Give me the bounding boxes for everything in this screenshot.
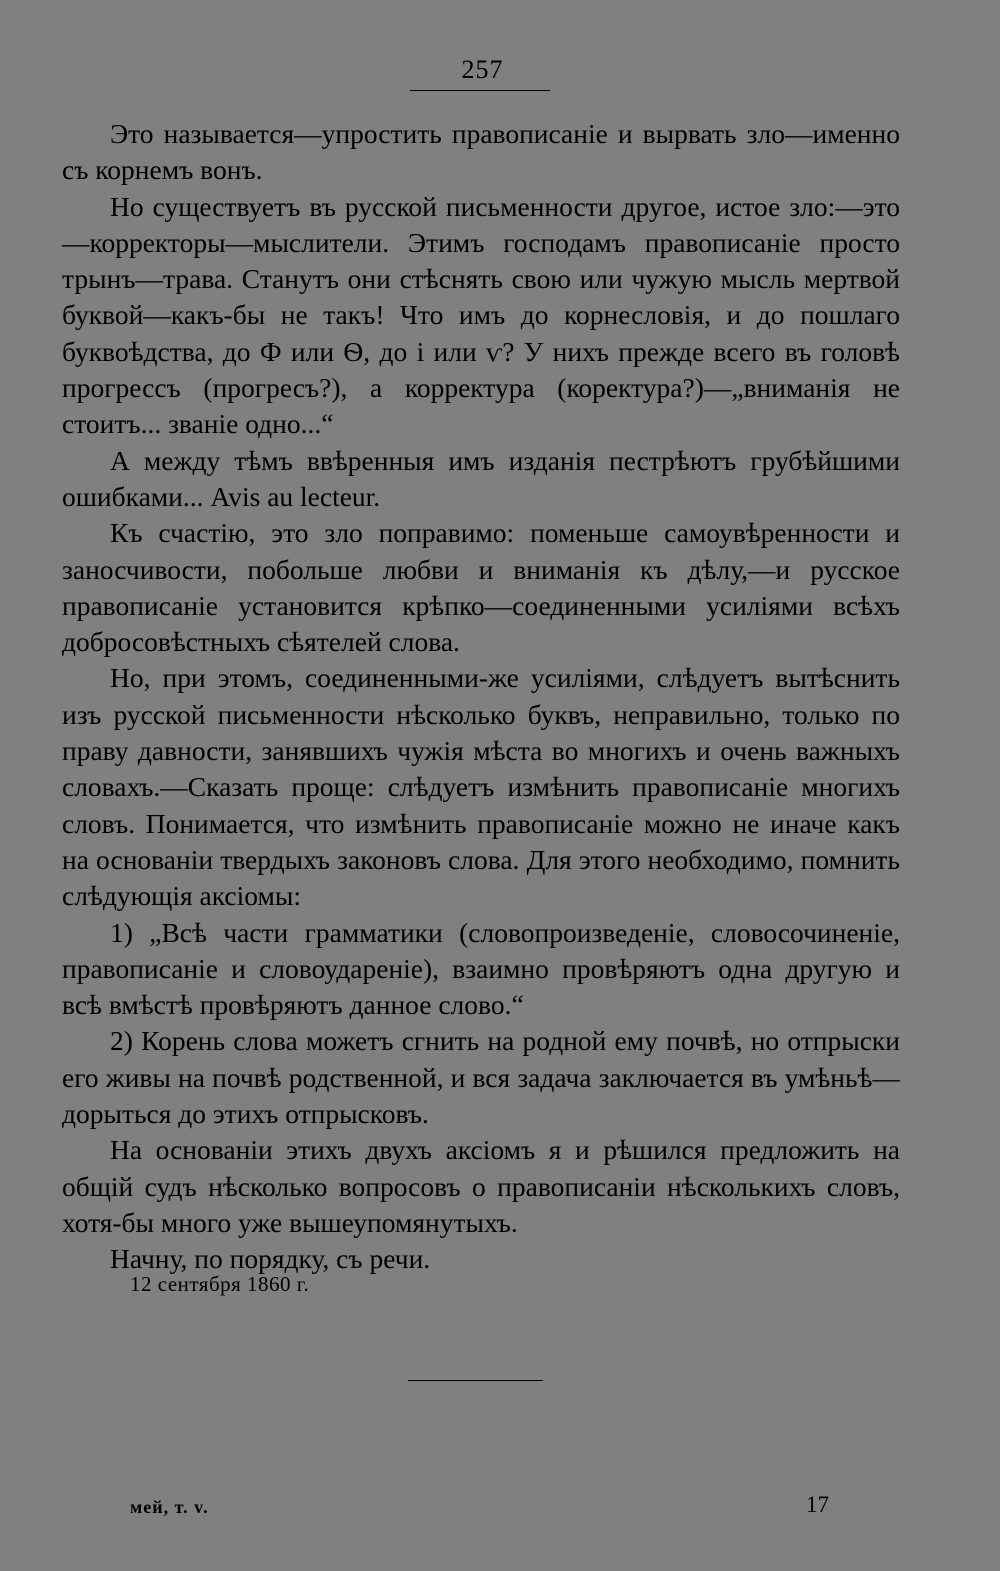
footer-signature-mark: мей, т. v. (130, 1497, 209, 1517)
date-signature: 12 сентября 1860 г. (130, 1272, 310, 1296)
paragraph: Это называется—упростить правописаніе и вырвать зло—именно съ корнемъ вонъ. (62, 118, 900, 186)
body-text (62, 116, 900, 1278)
paragraph: А между тѣмъ ввѣренныя имъ изданія пестрѣютъ грубѣйшими ошибками... Avis au lecteur. (62, 444, 900, 512)
paragraph: Начну, по порядку, съ речи. (110, 1243, 431, 1275)
end-rule (408, 1380, 543, 1381)
paragraph: Но, при этомъ, соединенными-же усиліями, слѣдуетъ вытѣснить изъ русской письменности нѣсколько буквъ, неправильно, только по праву давности, занявшихъ чужія мѣста во многихъ и очень важныхъ словахъ.—Сказать проще: слѣдуетъ измѣнить правописаніе многихъ словъ. Понимается, что измѣнить правописаніе можно не иначе какъ на основаніи твердыхъ законовъ слова. Для этого необходимо, помнить слѣдующія аксіомы: (62, 662, 900, 912)
paragraph: 1) „Всѣ части грамматики (словопроизведеніе, словосочиненіе, правописаніе и словоудареніе), взаимно провѣряютъ одна другую и всѣ вмѣстѣ провѣряютъ данное слово.“ (62, 916, 900, 1021)
paragraph: Къ счастію, это зло поправимо: поменьше самоувѣренности и заносчивости, побольше любви и вниманія къ дѣлу,—и русское правописаніе установится крѣпко—соединенными усиліями всѣхъ добросовѣстныхъ сѣятелей слова. (62, 517, 900, 658)
paragraph: 2) Корень слова можетъ сгнить на родной ему почвѣ, но отпрыски его живы на почвѣ родственной, и вся задача заключается въ умѣньѣ—дорыться до этихъ отпрысковъ. (62, 1025, 900, 1130)
page-number: 257 (461, 55, 504, 84)
footer-sheet-number: 17 (806, 1492, 829, 1517)
paragraph: На основаніи этихъ двухъ аксіомъ я и рѣшился предложить на общій судъ нѣсколько вопросовъ о правописаніи нѣсколькихъ словъ, хотя-бы много уже вышеупомянутыхъ. (62, 1134, 900, 1238)
header-rule (410, 90, 550, 91)
paragraph: Но существуетъ въ русской письменности другое, истое зло:—это—корректоры—мыслители. Этимъ господамъ правописаніе просто трынъ—трава. Станутъ они стѣснять свою или чужую мысль мертвой буквой—какъ-бы не такъ! Что имъ до корнесловія, и до пошлаго буквоѣдства, до Ф или Ѳ, до і или ѵ? У нихъ прежде всего въ головѣ прогрессъ (прогресъ?), а корректура (коректура?)—„вниманія не стоитъ... званіе одно...“ (62, 190, 900, 440)
